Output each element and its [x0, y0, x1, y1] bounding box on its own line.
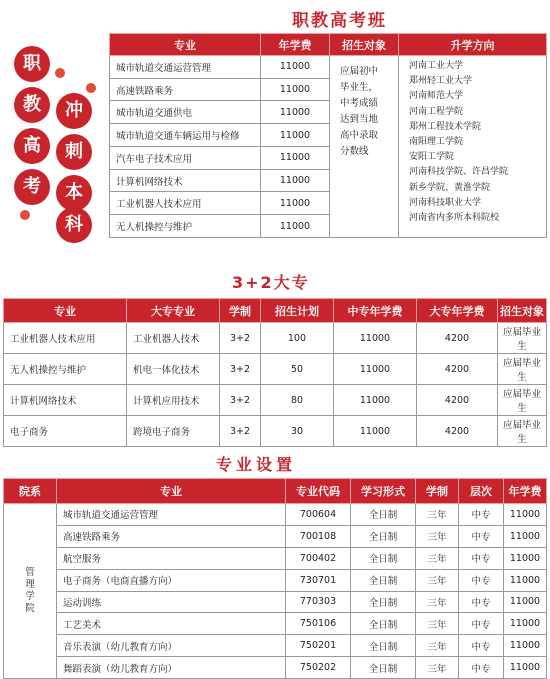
mode-cell: 全日制 [351, 547, 416, 569]
decor-dot [20, 210, 30, 220]
level-cell: 中专 [459, 547, 504, 569]
direction-line: 河南科技学院、许昌学院 [409, 167, 509, 178]
table-row [4, 569, 547, 591]
college-fee-cell: 4200 [417, 323, 498, 354]
table-row [4, 613, 547, 635]
major-cell: 运动训练 [57, 591, 286, 613]
col-header: 大专专业 [127, 299, 220, 323]
duration-cell: 三年 [416, 657, 459, 679]
target-line: 分数线 [340, 146, 369, 157]
badge-circle: 高 [14, 128, 50, 164]
section2-table [3, 298, 547, 447]
badge-circle: 本 [56, 175, 92, 211]
level-cell: 中专 [459, 591, 504, 613]
col-header: 层次 [459, 479, 504, 504]
code-cell: 700108 [286, 525, 351, 547]
target-cell: 应届毕业生 [498, 354, 547, 385]
fee-cell: 11000 [504, 591, 547, 613]
direction-line: 安阳工学院 [409, 152, 455, 163]
mode-cell: 全日制 [351, 591, 416, 613]
table-row [4, 354, 547, 385]
level-cell: 中专 [459, 635, 504, 657]
major-cell: 无人机操控与维护 [110, 215, 261, 238]
code-cell: 730701 [286, 569, 351, 591]
major-cell: 城市轨道交通运营管理 [57, 504, 286, 526]
fee-cell: 11000 [261, 124, 330, 147]
direction-line: 河南省内多所本科院校 [409, 213, 500, 224]
table-row [4, 525, 547, 547]
col-header: 学制 [416, 479, 459, 504]
table-row [4, 657, 547, 679]
target-line: 应届初中 [340, 66, 379, 77]
fee-cell: 11000 [261, 169, 330, 192]
duration-cell: 三年 [416, 635, 459, 657]
plan-cell: 30 [261, 416, 334, 447]
target-line: 高中录取 [340, 130, 379, 141]
level-cell: 中专 [459, 504, 504, 526]
direction-line: 河南工业大学 [409, 61, 464, 71]
col-header: 招生对象 [330, 34, 399, 56]
col-header: 专业代码 [286, 479, 351, 504]
fee-cell: 11000 [261, 192, 330, 215]
target-cell: 应届毕业生 [498, 323, 547, 354]
code-cell: 750202 [286, 657, 351, 679]
fee-cell: 11000 [504, 657, 547, 679]
college-major-cell: 计算机应用技术 [127, 385, 220, 416]
fee-cell: 11000 [334, 323, 417, 354]
direction-line: 河南科技职业大学 [409, 197, 482, 208]
major-cell: 城市轨道交通运营管理 [110, 56, 261, 79]
direction-line: 河南工程学院 [409, 106, 464, 117]
dept-label: 管理学院 [25, 567, 35, 614]
fee-cell: 11000 [504, 635, 547, 657]
duration-cell: 三年 [416, 569, 459, 591]
code-cell: 770303 [286, 591, 351, 613]
col-header: 学制 [220, 299, 261, 323]
target-line: 达到当地 [340, 114, 379, 125]
mode-cell: 全日制 [351, 569, 416, 591]
col-header: 升学方向 [399, 34, 547, 56]
fee-cell: 11000 [261, 215, 330, 238]
major-cell: 高速铁路乘务 [110, 78, 261, 101]
college-fee-cell: 4200 [417, 385, 498, 416]
major-cell: 计算机网络技术 [110, 169, 261, 192]
col-header: 年学费 [504, 479, 547, 504]
major-cell: 电子商务 [4, 416, 127, 447]
col-header: 中专年学费 [334, 299, 417, 323]
direction-line: 河南师范大学 [409, 91, 464, 102]
college-fee-cell: 4200 [417, 416, 498, 447]
duration-cell: 三年 [416, 504, 459, 526]
decor-dot [55, 68, 65, 78]
mode-cell: 全日制 [351, 657, 416, 679]
duration-cell: 三年 [416, 547, 459, 569]
target-cell [330, 56, 399, 238]
section1-table [109, 33, 547, 238]
fee-cell: 11000 [504, 613, 547, 635]
duration-cell: 三年 [416, 525, 459, 547]
mode-cell: 全日制 [351, 635, 416, 657]
code-cell: 750201 [286, 635, 351, 657]
fee-cell: 11000 [261, 101, 330, 124]
badge-circle: 职 [14, 46, 50, 82]
direction-line: 郑州工程技术学院 [409, 121, 482, 132]
duration-cell: 3+2 [220, 354, 261, 385]
fee-cell: 11000 [504, 504, 547, 526]
section3-title: 专业设置 [216, 455, 297, 474]
fee-cell: 11000 [504, 547, 547, 569]
major-cell: 计算机网络技术 [4, 385, 127, 416]
fee-cell: 11000 [261, 146, 330, 169]
table-row [4, 591, 547, 613]
table-row [4, 547, 547, 569]
badge-circle: 考 [14, 169, 50, 205]
col-header: 专业 [4, 299, 127, 323]
duration-cell: 3+2 [220, 323, 261, 354]
fee-cell: 11000 [261, 56, 330, 79]
decor-dot [86, 83, 96, 93]
col-header: 招生对象 [498, 299, 547, 323]
table-row [4, 323, 547, 354]
table-row [4, 504, 547, 526]
major-cell: 高速铁路乘务 [57, 525, 286, 547]
level-cell: 中专 [459, 569, 504, 591]
code-cell: 700604 [286, 504, 351, 526]
target-cell: 应届毕业生 [498, 416, 547, 447]
level-cell: 中专 [459, 613, 504, 635]
duration-cell: 3+2 [220, 416, 261, 447]
duration-cell: 3+2 [220, 385, 261, 416]
level-cell: 中专 [459, 657, 504, 679]
col-header: 年学费 [261, 34, 330, 56]
direction-line: 南阳理工学院 [409, 137, 464, 148]
badge-circle: 科 [56, 207, 92, 243]
fee-cell: 11000 [334, 416, 417, 447]
duration-cell: 三年 [416, 591, 459, 613]
fee-cell: 11000 [334, 354, 417, 385]
fee-cell: 11000 [504, 525, 547, 547]
table-row [4, 385, 547, 416]
direction-line: 郑州轻工业大学 [409, 76, 473, 87]
col-header: 大专年学费 [417, 299, 498, 323]
major-cell: 工业机器人技术应用 [110, 192, 261, 215]
major-cell: 工业机器人技术应用 [4, 323, 127, 354]
major-cell: 城市轨道交通车辆运用与检修 [110, 124, 261, 147]
college-major-cell: 跨境电子商务 [127, 416, 220, 447]
target-cell: 应届毕业生 [498, 385, 547, 416]
major-cell: 汽车电子技术应用 [110, 146, 261, 169]
code-cell: 750106 [286, 613, 351, 635]
plan-cell: 100 [261, 323, 334, 354]
target-line: 毕业生， [340, 82, 379, 93]
college-major-cell: 工业机器人技术 [127, 323, 220, 354]
major-cell: 航空服务 [57, 547, 286, 569]
section3-table [3, 478, 547, 679]
badge-circle: 刺 [56, 134, 92, 170]
major-cell: 电子商务（电商直播方向） [57, 569, 286, 591]
college-fee-cell: 4200 [417, 354, 498, 385]
level-cell: 中专 [459, 525, 504, 547]
duration-cell: 三年 [416, 613, 459, 635]
col-header: 专业 [110, 34, 261, 56]
major-cell: 城市轨道交通供电 [110, 101, 261, 124]
section2-title: 3+2大专 [232, 273, 310, 292]
section1-title: 职教高考班 [292, 11, 387, 31]
mode-cell: 全日制 [351, 504, 416, 526]
major-cell: 音乐表演（幼儿教育方向） [57, 635, 286, 657]
mode-cell: 全日制 [351, 613, 416, 635]
target-line: 中考成绩 [340, 98, 379, 109]
table-row [4, 416, 547, 447]
col-header: 学习形式 [351, 479, 416, 504]
code-cell: 700402 [286, 547, 351, 569]
dept-cell [4, 504, 57, 679]
table-row [4, 635, 547, 657]
major-cell: 舞蹈表演（幼儿教育方向） [57, 657, 286, 679]
col-header: 专业 [57, 479, 286, 504]
col-header: 院系 [4, 479, 57, 504]
fee-cell: 11000 [261, 78, 330, 101]
badge-circle: 教 [14, 87, 50, 123]
badge-circle: 冲 [56, 93, 92, 129]
direction-cell [399, 56, 547, 238]
major-cell: 工艺美术 [57, 613, 286, 635]
direction-line: 新乡学院、黄淮学院 [409, 182, 491, 193]
table-row [110, 56, 547, 79]
plan-cell: 50 [261, 354, 334, 385]
col-header: 招生计划 [261, 299, 334, 323]
fee-cell: 11000 [334, 385, 417, 416]
major-cell: 无人机操控与维护 [4, 354, 127, 385]
fee-cell: 11000 [504, 569, 547, 591]
mode-cell: 全日制 [351, 525, 416, 547]
plan-cell: 80 [261, 385, 334, 416]
college-major-cell: 机电一体化技术 [127, 354, 220, 385]
